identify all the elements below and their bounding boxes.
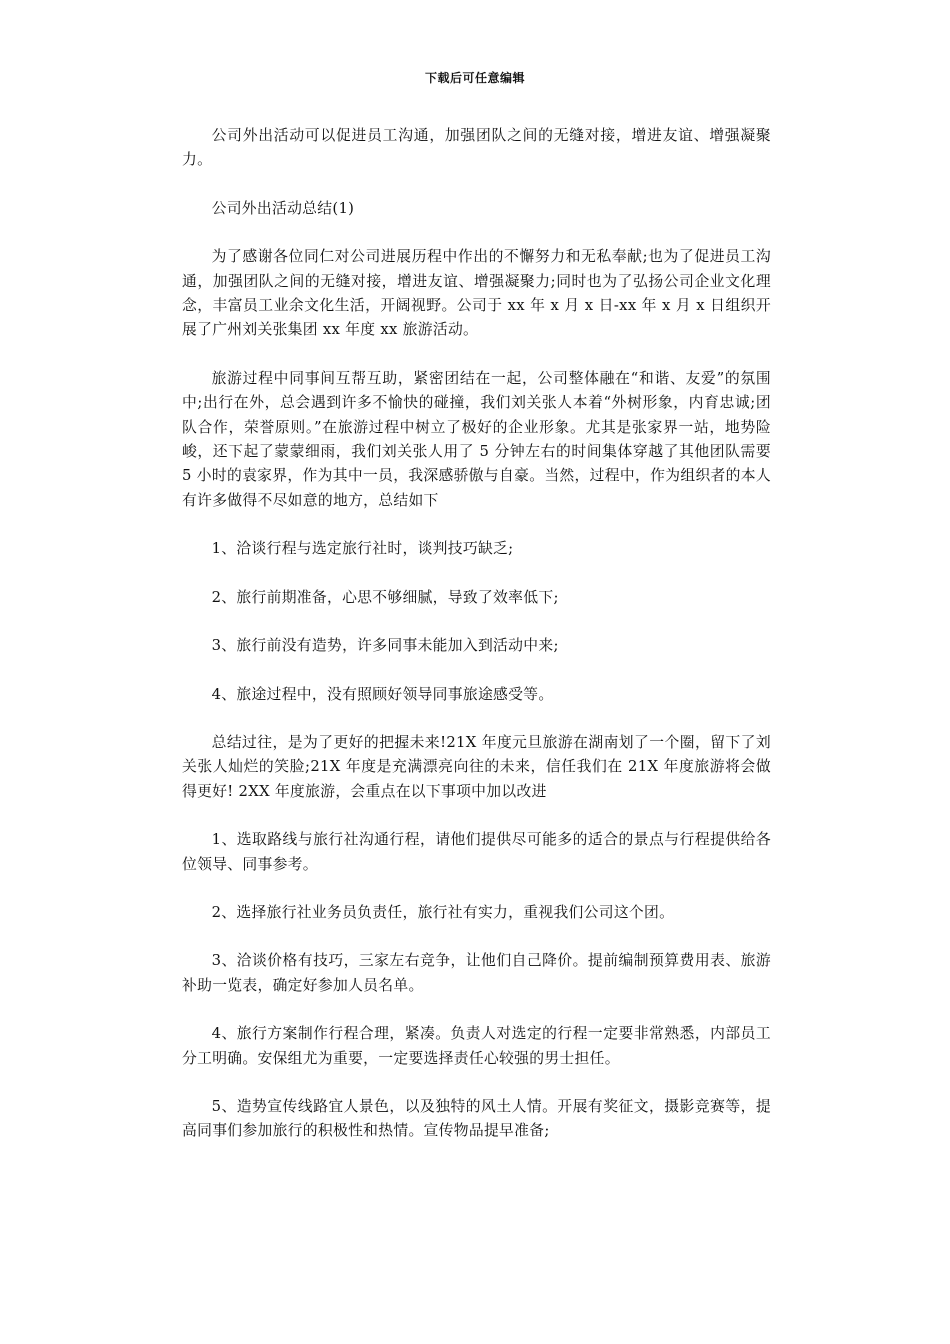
list-item: 3、旅行前没有造势，许多同事未能加入到活动中来; (211, 637, 559, 655)
intro-paragraph: 公司外出活动可以促进员工沟通，加强团队之间的无缝对接，增进友谊、增强凝聚力。 (182, 127, 771, 169)
page-header: 下载后可任意编辑 (424, 71, 525, 85)
list-item: 1、选取路线与旅行社沟通行程，请他们提供尽可能多的适合的景点与行程提供给各位领导、同事参考。 (182, 831, 771, 873)
list-item: 3、洽谈价格有技巧，三家左右竞争，让他们自己降价。提前编制预算费用表、旅游补助一览表，确定好参加人员名单。 (182, 952, 771, 994)
section-title: 公司外出活动总结(1) (211, 199, 355, 217)
list-item: 1、洽谈行程与选定旅行社时，谈判技巧缺乏; (211, 540, 514, 558)
list-item: 5、造势宣传线路宜人景色，以及独特的风土人情。开展有奖征文，摄影竞赛等，提高同事们参加旅行的积极性和热情。宣传物品提早准备; (182, 1097, 771, 1140)
body-paragraph: 旅游过程中同事间互帮互助，紧密团结在一起，公司整体融在“和谐、友爱”的氛围中;出行在外，总会遇到许多不愉快的碰撞，我们刘关张人本着“外树形象，内育忠诚;团队合作，荣誉原则。”在旅游过程中树立了极好的企业形象。尤其是张家界一站，地势险峻，还下起了蒙蒙细雨，我们刘关张人用了 5 分钟左右的时间集体穿越了其他团队需要 5 小时的袁家界，作为其中一员，我深感骄傲与自豪。当然，过程中，作为组织者的本人有许多做得不尽如意的地方，总结如下 (182, 369, 771, 509)
body-paragraph: 总结过往，是为了更好的把握未来!21X 年度元旦旅游在湖南划了一个圈，留下了刘关张人灿烂的笑脸;21X 年度是充满漂亮向往的未来，信任我们在 21X 年度旅游将会做得更好! 2XX 年度旅游，会重点在以下事项中加以改进 (182, 733, 771, 800)
list-item: 2、选择旅行社业务员负责任，旅行社有实力，重视我们公司这个团。 (211, 903, 675, 921)
list-item: 4、旅途过程中，没有照顾好领导同事旅途感受等。 (211, 685, 554, 703)
document-body (182, 124, 771, 1168)
body-paragraph: 为了感谢各位同仁对公司进展历程中作出的不懈努力和无私奉献;也为了促进员工沟通，加强团队之间的无缝对接，增进友谊、增强凝聚力;同时也为了弘扬公司企业文化理念，丰富员工业余文化生活，开阔视野。公司于 xx 年 x 月 x 日-xx 年 x 月 x 日组织开展了广州刘关张集团 xx 年度 xx 旅游活动。 (182, 248, 771, 339)
list-item: 4、旅行方案制作行程合理，紧凑。负责人对选定的行程一定要非常熟悉，内部员工分工明确。安保组尤为重要，一定要选择责任心较强的男士担任。 (182, 1025, 771, 1067)
list-item: 2、旅行前期准备，心思不够细腻，导致了效率低下; (211, 588, 559, 606)
